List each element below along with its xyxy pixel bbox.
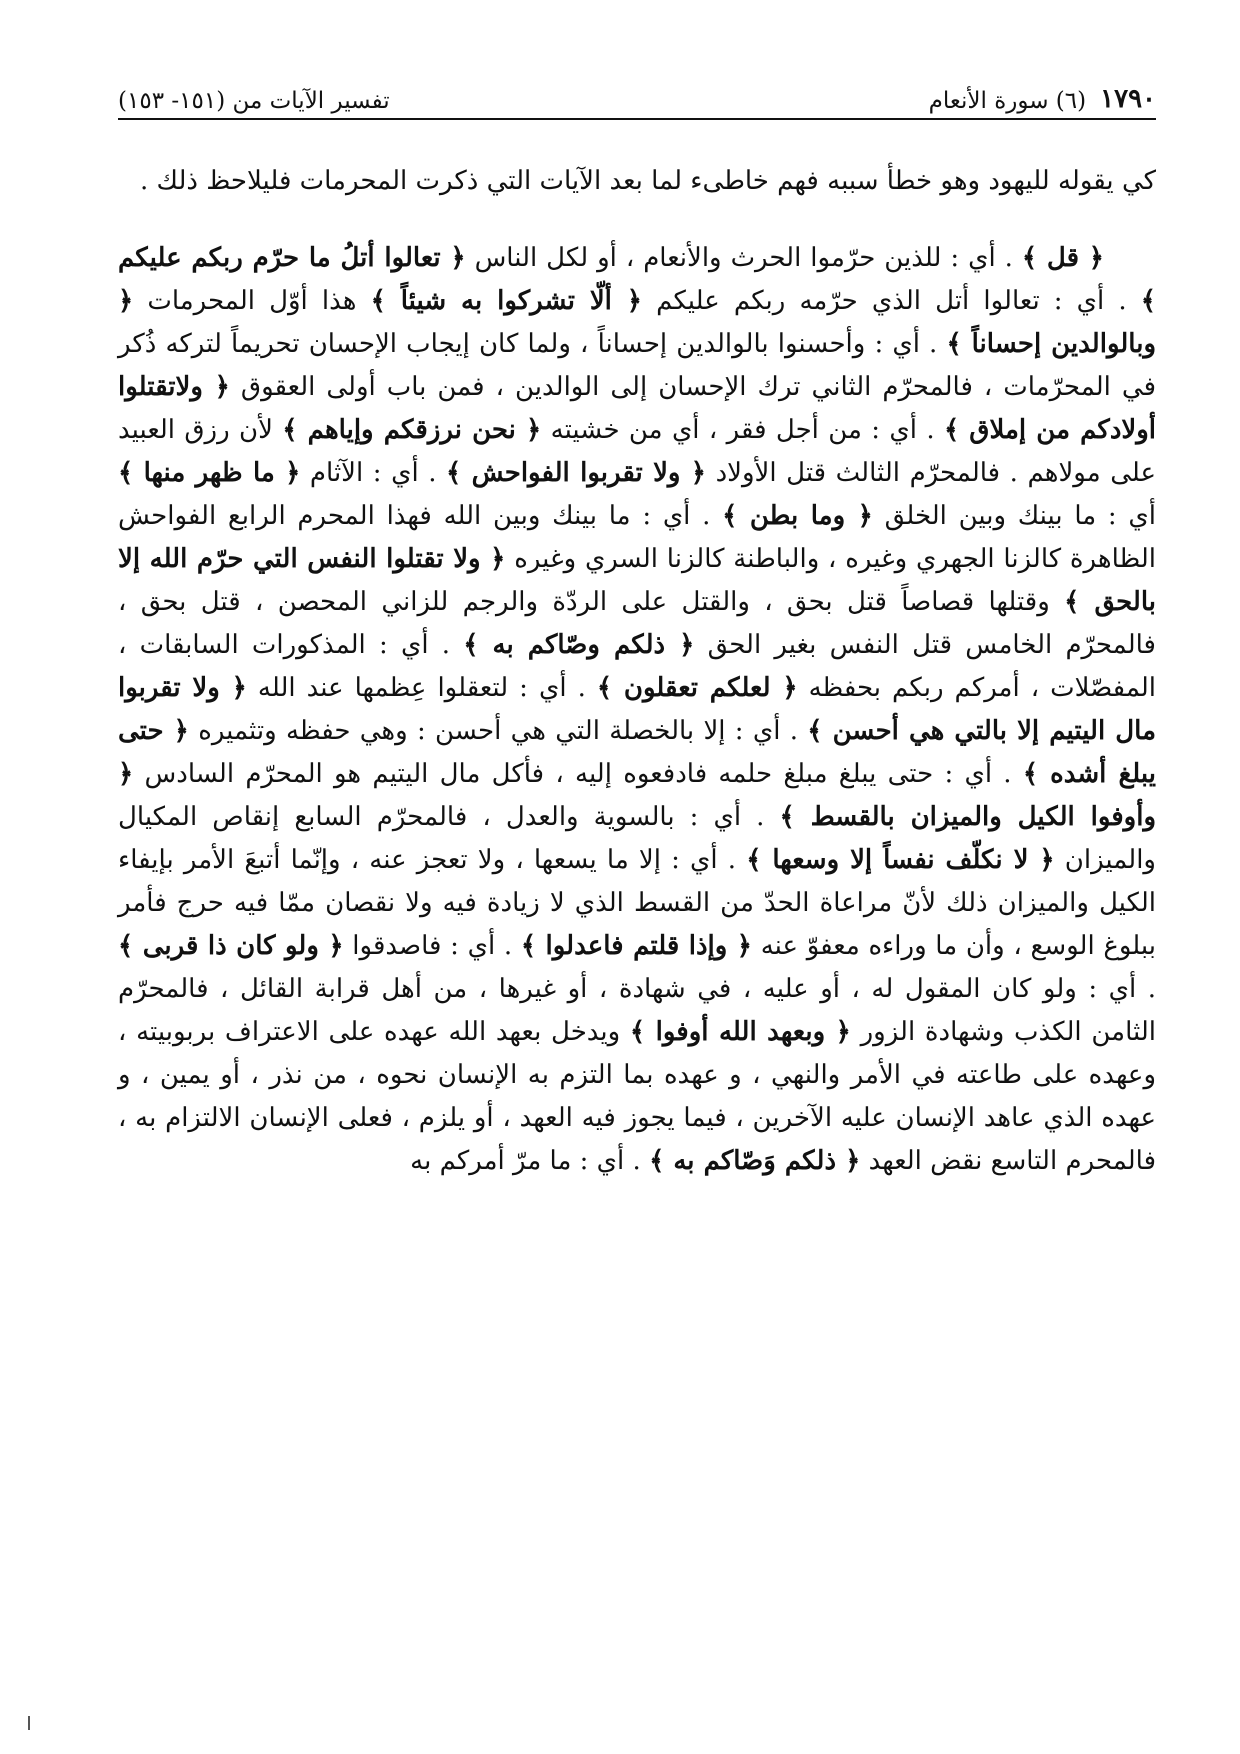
quran-quote: ﴿ ولو كان ذا قربى ﴾: [118, 931, 344, 961]
commentary-text: هذا أوّل المحرمات: [133, 286, 371, 316]
header-right-group: [929, 84, 1156, 114]
quran-quote: ﴿ ألّا تشركوا به شيئاً ﴾: [370, 286, 643, 316]
body-text: [118, 160, 1156, 1183]
commentary-text: ويدخل بعهد الله عهده على الاعتراف بربوبيته ، وعهده على طاعته في الأمر والنهي ، و عهده بما التزم به الإنسان نحوه ، من نذر ، أو يمين ، و عهده الذي عاهد الإنسان عليه الآخرين ، فيما يجوز فيه العهد ، أو يلزم ، فعلى الإنسان الالتزام به ، فالمحرم التاسع نقض العهد: [118, 1017, 1156, 1176]
paragraph-tafsir: [118, 237, 1156, 1183]
quran-quote: ﴿ ولا تقربوا الفواحش ﴾: [446, 458, 707, 488]
page-header: [118, 70, 1156, 114]
commentary-text: . أي : بالسوية والعدل ، فالمحرّم السابع إنقاص المكيال والميزان: [118, 802, 1156, 875]
header-divider: [118, 118, 1156, 120]
quran-quote: ﴿ ولا تقربوا مال اليتيم إلا بالتي هي أحسن ﴾: [118, 673, 1157, 746]
quran-quote: ﴿ حتى يبلغ أشده ﴾: [118, 716, 1156, 789]
commentary-text: . أي : إلا ما يسعها ، ولا تعجز عنه ، وإنّما أتبعَ الأمر بإيفاء الكيل والميزان ذلك لأنّ مراعاة الحدّ من القسط الذي لا زيادة فيه ولا نقصان ممّا فيه حرج فأمر ببلوغ الوسع ، وأن ما وراءه معفوّ عنه: [118, 845, 1156, 961]
quran-quote: ﴿ لعلكم تعقلون ﴾: [596, 673, 798, 703]
commentary-text: . أي : إلا بالخصلة التي هي أحسن : وهي حفظه وتثميره: [188, 716, 808, 746]
quran-quote: ﴿ وبعهد الله أوفوا ﴾: [629, 1017, 851, 1047]
quran-quote: ﴿ ذلكم وصّاكم به ﴾: [463, 630, 695, 660]
section-title: تفسير الآيات من (١٥١- ١٥٣): [118, 88, 390, 114]
commentary-text: أي : ما بينك وبين الخلق: [872, 501, 1156, 531]
quran-quote: ﴿ ما ظهر منها ﴾: [118, 458, 301, 488]
quran-quote: ﴿ قل ﴾: [1021, 243, 1104, 273]
page-number: ١٧٩٠: [1100, 84, 1156, 114]
commentary-text: لأن رزق العبيد على مولاهم . فالمحرّم الثالث قتل الأولاد: [118, 415, 1157, 488]
commentary-text: . أي : للذين حرّموا الحرث والأنعام ، أو لكل الناس: [465, 243, 1022, 273]
paragraph-continuation: كي يقوله لليهود وهو خطأ سببه فهم خاطىء لما بعد الآيات التي ذكرت المحرمات فليلاحظ ذلك .: [140, 166, 1156, 196]
quran-quote: ﴿ لا نكلّف نفساً إلا وسعها ﴾: [746, 845, 1055, 875]
quran-quote: ﴿ ولا تقتلوا النفس التي حرّم الله إلا بالحق ﴾: [118, 544, 1156, 617]
scan-mark: [28, 1716, 30, 1730]
commentary-text: . أي : وأحسنوا بالوالدين إحساناً ، ولما كان إيجاب الإحسان تحريماً لتركه ذُكر في المحرّمات ، فالمحرّم الثاني ترك الإحسان إلى الوالدين ، فمن باب أولى العقوق: [118, 329, 1156, 402]
quran-quote: ﴿ ولاتقتلوا أولادكم من إملاق ﴾: [118, 372, 1156, 445]
commentary-text: وقتلها قصاصاً قتل بحق ، والقتل على الردّة والرجم للزاني المحصن ، قتل بحق ، فالمحرّم الخامس قتل النفس بغير الحق: [118, 587, 1156, 660]
quran-quote: ﴿ ذلكم وَصّاكم به ﴾: [649, 1146, 861, 1176]
commentary-text: . أي : لتعقلوا عِظمها عند الله: [246, 673, 597, 703]
quran-quote: ﴿ وبالوالدين إحساناً ﴾: [118, 286, 1157, 359]
quran-quote: ﴿ وما بطن ﴾: [722, 501, 873, 531]
quran-quote: ﴿ نحن نرزقكم وإياهم ﴾: [282, 415, 542, 445]
surah-title: (٦) سورة الأنعام: [928, 88, 1087, 114]
commentary-text: . أي : ولو كان المقول له ، أو عليه ، في شهادة ، أو غيرها ، من أهل قرابة القائل ، فالمحرّم الثامن الكذب وشهادة الزور: [118, 974, 1156, 1047]
commentary-text: . أي : المذكورات السابقات ، المفصّلات ، أمركم ربكم بحفظه: [118, 630, 1156, 703]
commentary-text: . أي : تعالوا أتل الذي حرّمه ربكم عليكم: [642, 286, 1141, 316]
commentary-text: . أي : الآثام: [300, 458, 447, 488]
commentary-text: . أي : ما مرّ أمركم به: [410, 1146, 650, 1176]
commentary-text: . أي : ما بينك وبين الله فهذا المحرم الرابع الفواحش الظاهرة كالزنا الجهري وغيره ، والباطنة كالزنا السري وغيره: [118, 501, 1156, 574]
commentary-text: . أي : فاصدقوا: [343, 931, 521, 961]
commentary-text: . أي : حتى يبلغ مبلغ حلمه فادفعوه إليه ، فأكل مال اليتيم هو المحرّم السادس: [133, 759, 1023, 789]
quran-quote: ﴿ تعالوا أتلُ ما حرّم ربكم عليكم ﴾: [118, 243, 1156, 316]
quran-quote: ﴿ وأوفوا الكيل والميزان بالقسط ﴾: [118, 759, 1157, 832]
quran-quote: ﴿ وإذا قلتم فاعدلوا ﴾: [520, 931, 753, 961]
commentary-text: . أي : من أجل فقر ، أي من خشيته: [541, 415, 944, 445]
